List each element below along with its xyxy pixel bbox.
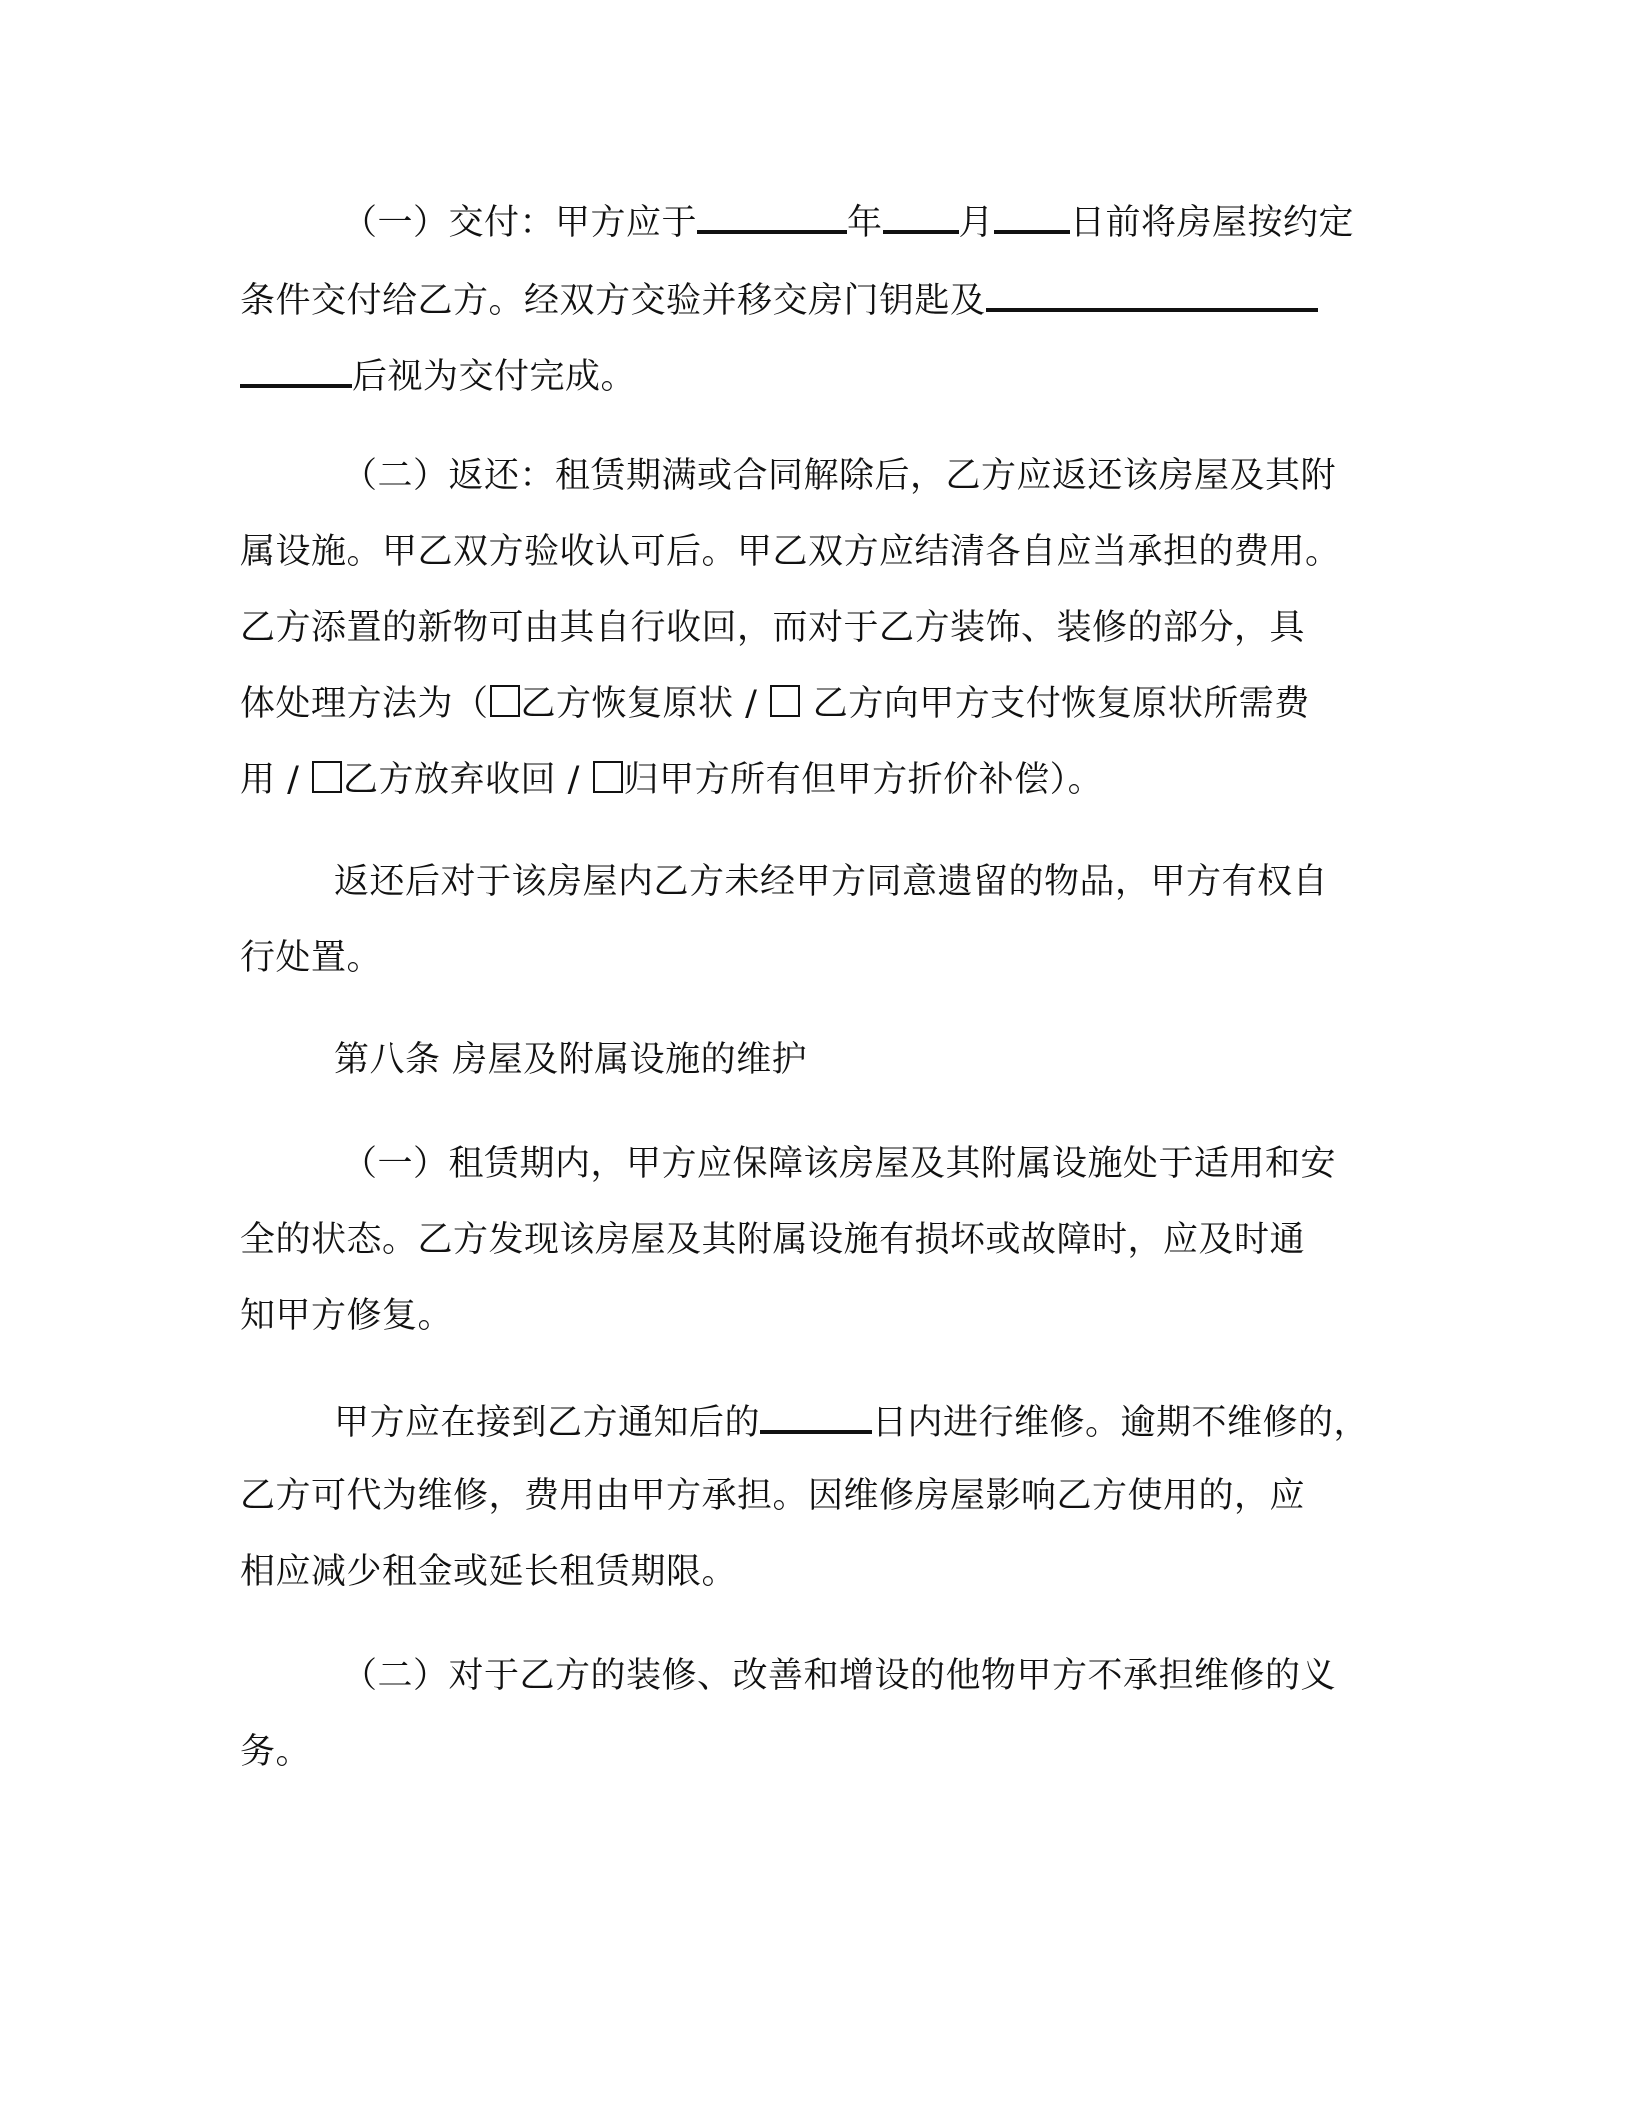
delivery-line-3	[240, 350, 636, 398]
option-abandon-label: 乙方放弃收回 /	[343, 760, 592, 800]
delivery-text-end: 日前将房屋按约定	[1070, 203, 1355, 243]
leftover-line-1: 返还后对于该房屋内乙方未经甲方同意遗留的物品，甲方有权自	[334, 862, 1329, 902]
repair-line-3: 相应减少租金或延长租赁期限。	[240, 1552, 738, 1592]
return-method-prefix: 体处理方法为（	[240, 684, 489, 724]
delivery-text-3: 后视为交付完成。	[352, 357, 637, 397]
repair-days-blank	[760, 1396, 872, 1434]
year-label: 年	[847, 203, 883, 243]
repair-line-1	[334, 1396, 1369, 1444]
repair-text-end: 日内进行维修。逾期不维修的，	[872, 1403, 1370, 1443]
delivery-line-2	[240, 274, 1318, 322]
option-pay-restore-label: 乙方向甲方支付恢复原状所需费	[801, 684, 1310, 724]
delivery-items-blank-cont	[240, 350, 352, 388]
month-label: 月	[958, 203, 995, 243]
return-line-1: （二）返还：租赁期满或合同解除后，乙方应返还该房屋及其附	[342, 456, 1337, 496]
delivery-text-start: （一）交付：甲方应于	[342, 203, 698, 243]
checkbox-restore[interactable]	[490, 685, 520, 717]
option-compensate-label: 归甲方所有但甲方折价补偿）。	[623, 760, 1104, 800]
maintenance-2-line-1: （二）对于乙方的装修、改善和增设的他物甲方不承担维修的义	[342, 1656, 1337, 1696]
checkbox-compensate[interactable]	[593, 761, 623, 793]
delivery-items-blank	[986, 274, 1318, 312]
return-line-4	[240, 680, 1310, 728]
checkbox-abandon[interactable]	[312, 761, 342, 793]
leftover-line-2: 行处置。	[240, 938, 383, 978]
article-8-title: 第八条 房屋及附属设施的维护	[334, 1040, 808, 1080]
option-restore-label: 乙方恢复原状 /	[520, 684, 770, 724]
repair-line-2: 乙方可代为维修，费用由甲方承担。因维修房屋影响乙方使用的，应	[240, 1476, 1306, 1516]
delivery-day-blank	[994, 196, 1070, 234]
return-line-3: 乙方添置的新物可由其自行收回，而对于乙方装饰、装修的部分，具	[240, 608, 1306, 648]
return-line-2: 属设施。甲乙双方验收认可后。甲乙双方应结清各自应当承担的费用。	[240, 532, 1341, 572]
delivery-line-1	[342, 196, 1354, 244]
maintenance-1-line-3: 知甲方修复。	[240, 1296, 454, 1336]
option-pay-restore-cont: 用 /	[240, 760, 312, 800]
repair-text-start: 甲方应在接到乙方通知后的	[334, 1403, 761, 1443]
delivery-year-blank	[697, 196, 847, 234]
maintenance-1-line-2: 全的状态。乙方发现该房屋及其附属设施有损坏或故障时，应及时通	[240, 1220, 1306, 1260]
maintenance-2-line-2: 务。	[240, 1732, 312, 1772]
checkbox-pay-restore[interactable]	[770, 685, 800, 717]
return-line-5	[240, 756, 1103, 804]
maintenance-1-line-1: （一）租赁期内，甲方应保障该房屋及其附属设施处于适用和安	[342, 1144, 1337, 1184]
delivery-text-2: 条件交付给乙方。经双方交验并移交房门钥匙及	[240, 281, 986, 321]
delivery-month-blank	[883, 196, 959, 234]
